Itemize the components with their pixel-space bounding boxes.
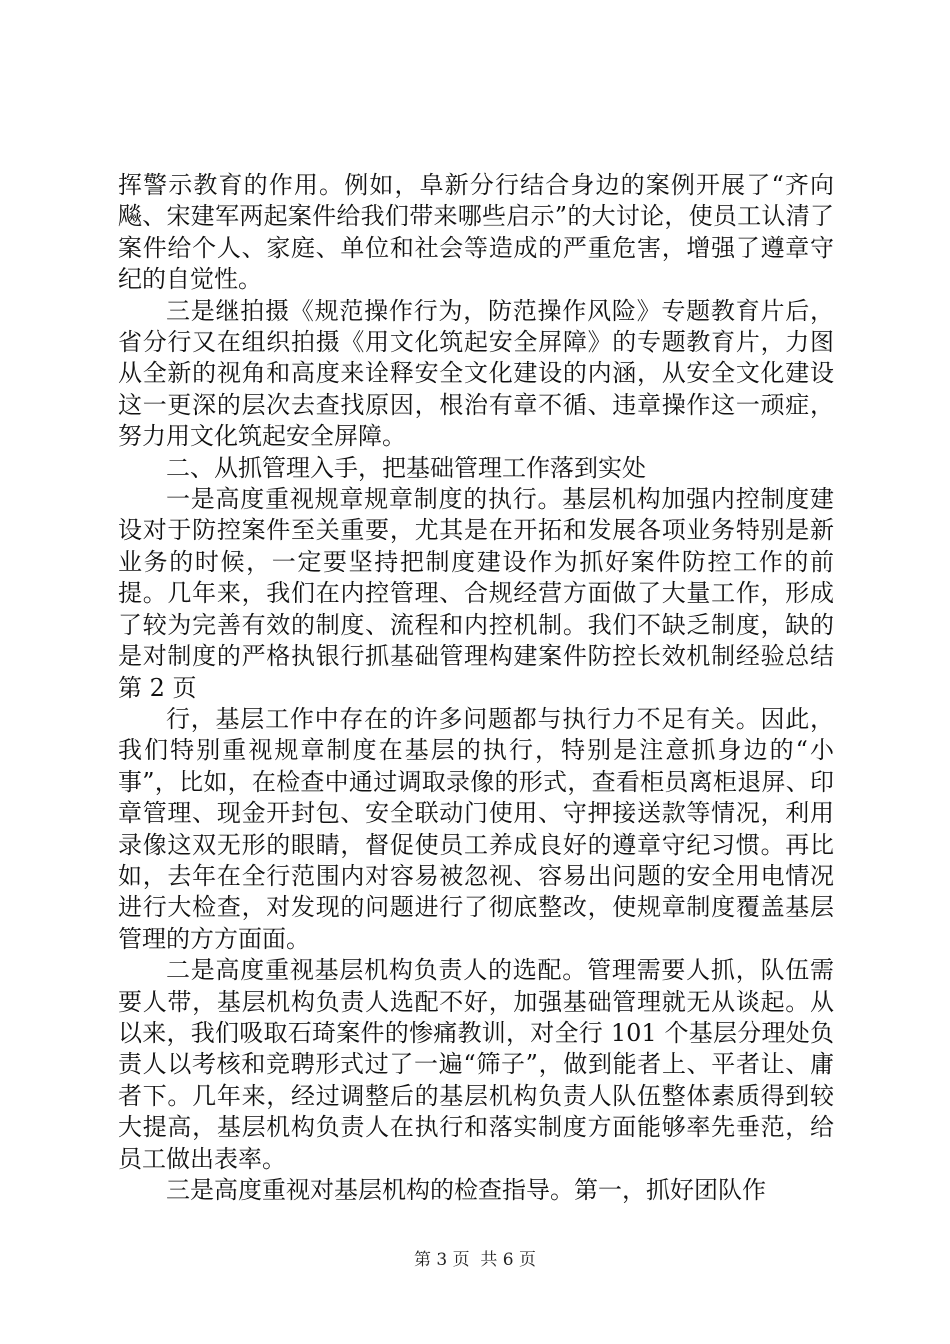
footer-separator [470,1250,481,1270]
section-heading: 二、从抓管理入手，把基础管理工作落到实处 [166,453,646,482]
paragraph: 二是高度重视基层机构负责人的选配。管理需要人抓，队伍需要人带，基层机构负责人选配不好，加强基础管理就无从谈起。从以来，我们吸取石琦案件的惨痛教训，对全行 101 个基层分理处负责人以考核和竞聘形式过了一遍“筛子”，做到能者上、平者让、庸者下。几年来，经过调整后的基层机构负责人队伍整体素质得到较大提高，基层机构负责人在执行和落实制度方面能够率先垂范，给员工做出表率。 [118,956,834,1173]
paragraph: 挥警示教育的作用。例如，阜新分行结合身边的案例开展了“齐向飚、宋建军两起案件给我们带来哪些启示”的大讨论，使员工认清了案件给个人、家庭、单位和社会等造成的严重危害，增强了遵章守纪的自觉性。 [118,171,834,294]
total-pages: 共 6 页 [480,1250,537,1270]
paragraph: 三是继拍摄《规范操作行为，防范操作风险》专题教育片后，省分行又在组织拍摄《用文化筑起安全屏障》的专题教育片，力图从全新的视角和高度来诠释安全文化建设的内涵，从安全文化建设这一更深的层次去查找原因，根治有章不循、违章操作这一顽症，努力用文化筑起安全屏障。 [118,296,834,451]
page-number: 第 3 页 [413,1250,470,1270]
document-body [118,170,834,1206]
paragraph: 一是高度重视规章规章制度的执行。基层机构加强内控制度建设对于防控案件至关重要，尤其是在开拓和发展各项业务特别是新业务的时候，一定要坚持把制度建设作为抓好案件防控工作的前提。几年来，我们在内控管理、合规经营方面做了大量工作，形成了较为完善有效的制度、流程和内控机制。我们不缺乏制度，缺的是对制度的严格执银行抓基础管理构建案件防控长效机制经验总结第 2 页 [118,485,834,702]
page-footer [0,1245,950,1270]
paragraph: 三是高度重视对基层机构的检查指导。第一，抓好团队作 [166,1176,766,1204]
paragraph: 行，基层工作中存在的许多问题都与执行力不足有关。因此，我们特别重视规章制度在基层的执行，特别是注意抓身边的“小事”，比如，在检查中通过调取录像的形式，查看柜员离柜退屏、印章管理、现金开封包、安全联动门使用、守押接送款等情况，利用录像这双无形的眼睛，督促使员工养成良好的遵章守纪习惯。再比如，去年在全行范围内对容易被忽视、容易出问题的安全用电情况进行大检查，对发现的问题进行了彻底整改，使规章制度覆盖基层管理的方方面面。 [118,704,834,953]
